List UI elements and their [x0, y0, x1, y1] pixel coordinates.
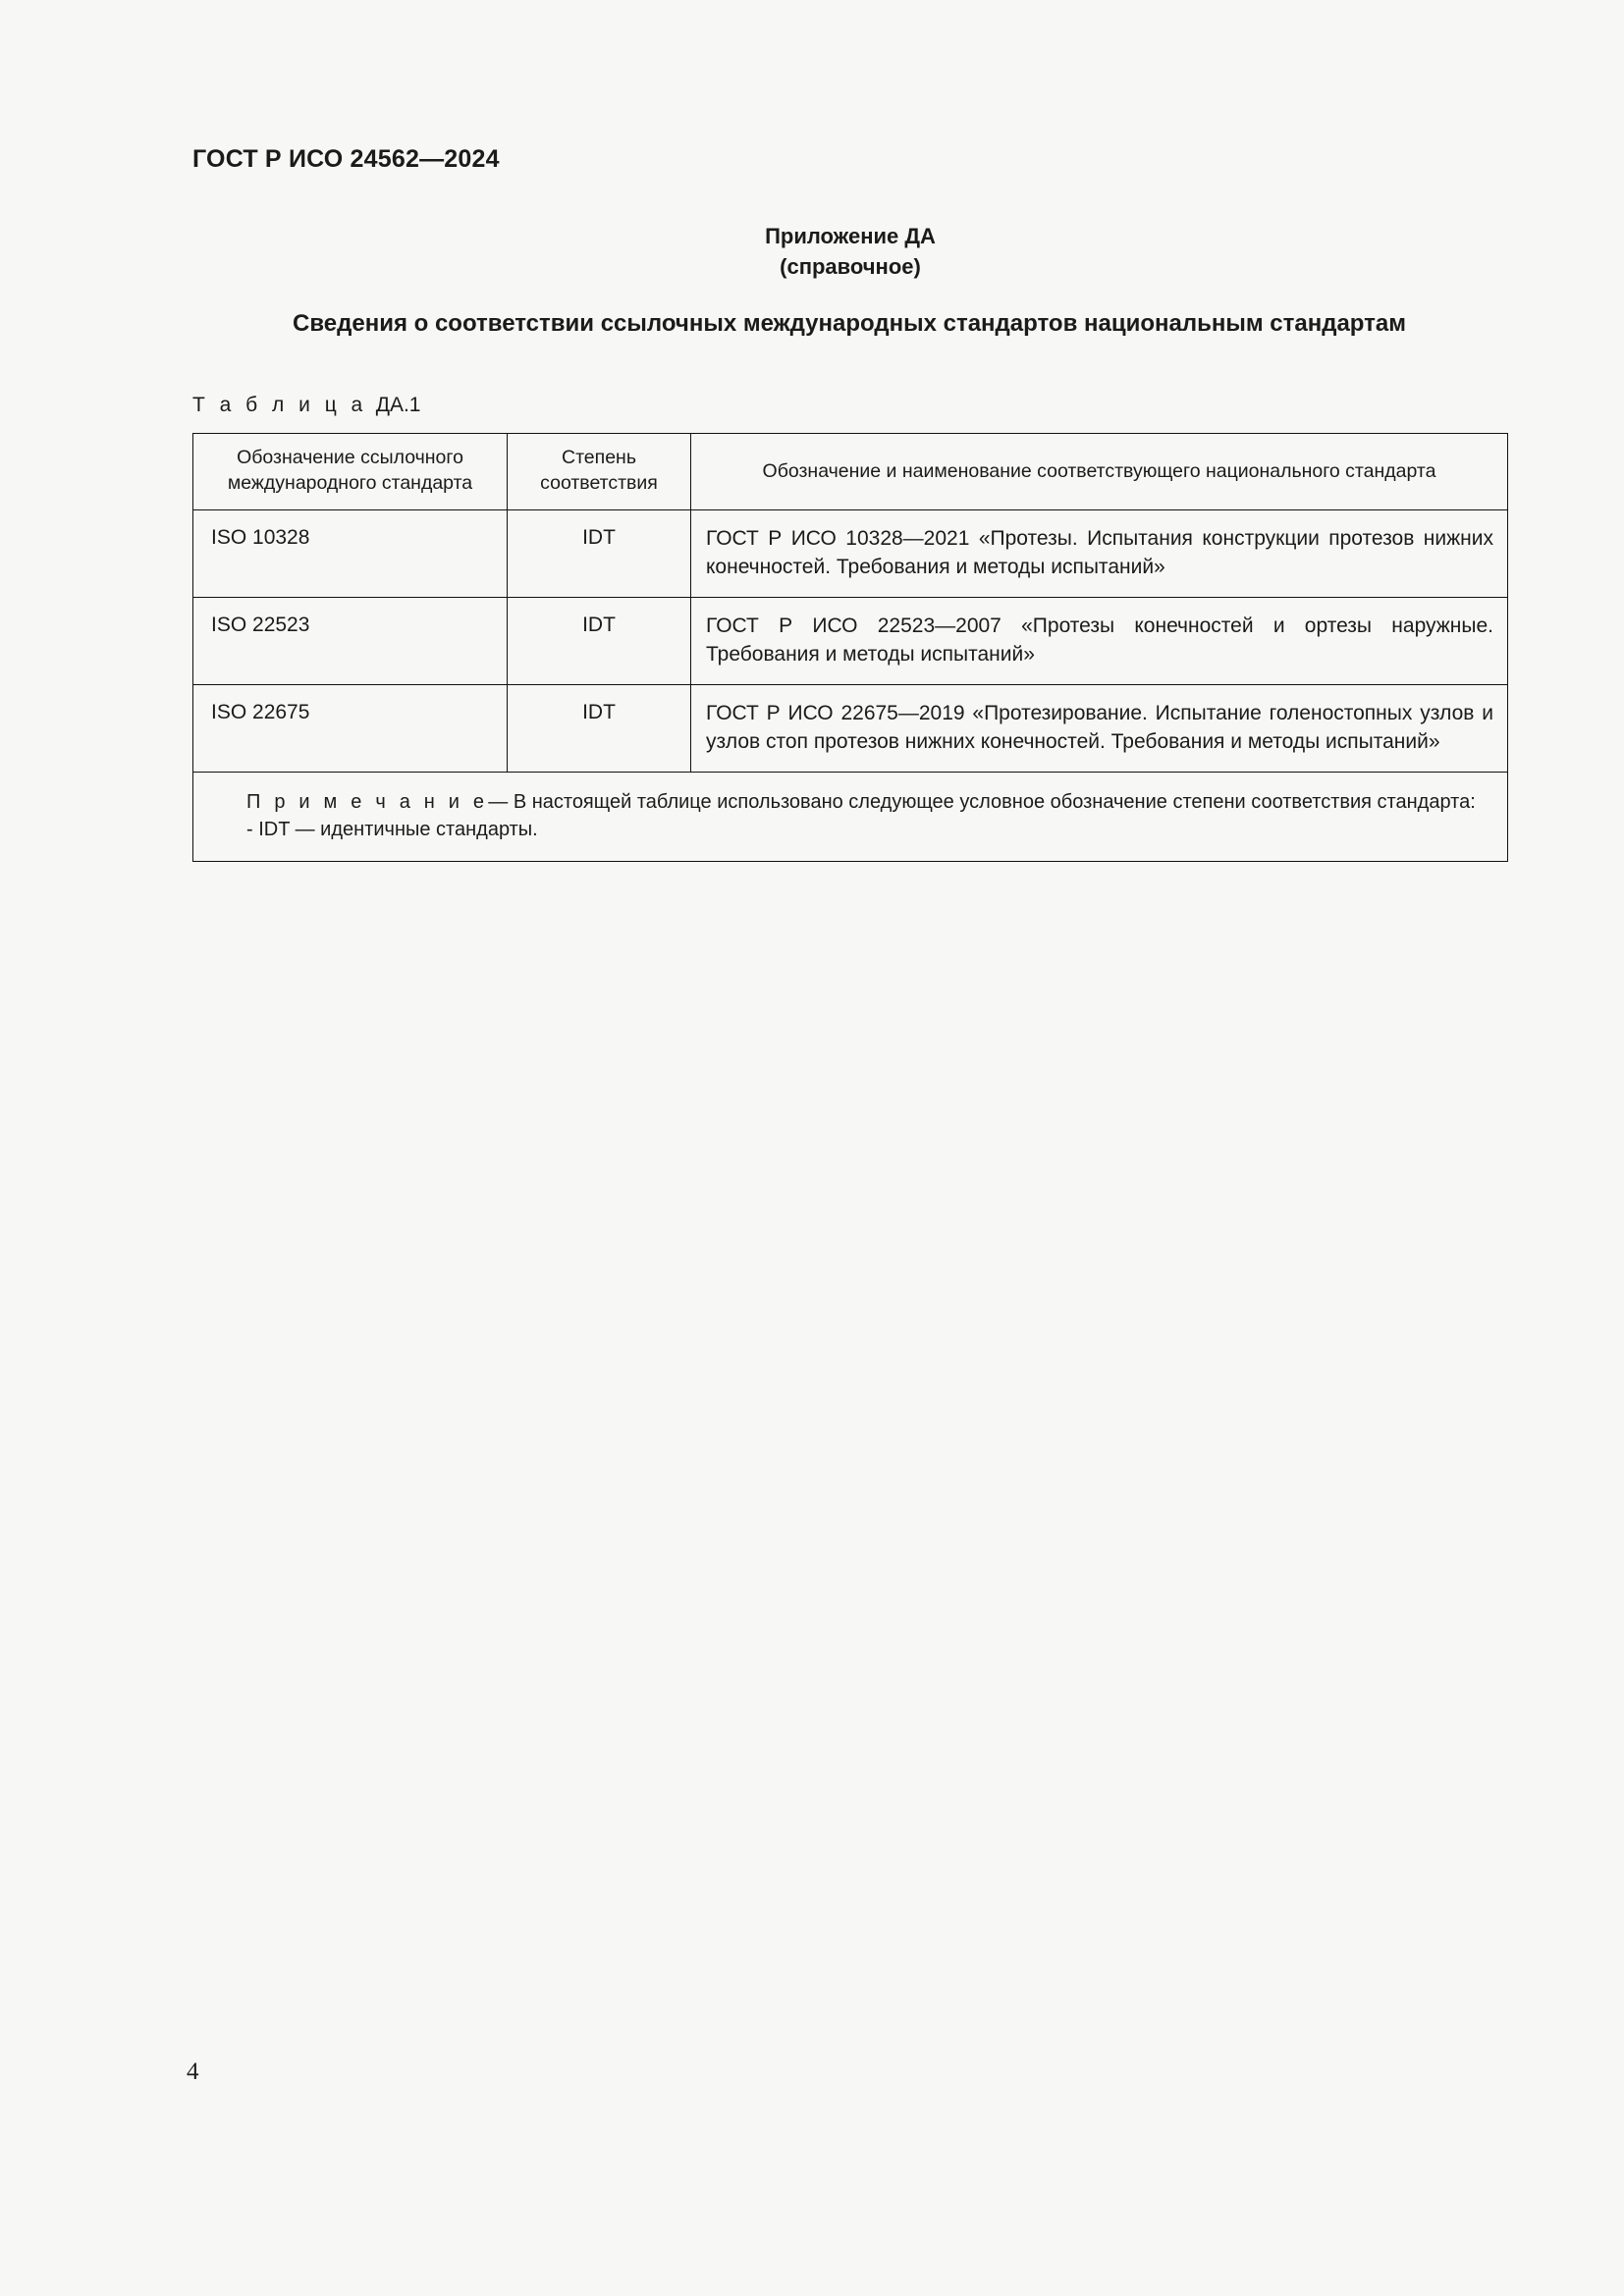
table-header-row	[193, 434, 1508, 510]
cell-degree: IDT	[508, 510, 691, 598]
cell-national: ГОСТ Р ИСО 22675—2019 «Протезирование. Испытание голеностопных узлов и узлов стоп протезов нижних конечностей. Требования и методы испытаний»	[691, 685, 1508, 773]
column-header-national: Обозначение и наименование соответствующего национального стандарта	[691, 434, 1508, 510]
cell-degree: IDT	[508, 598, 691, 685]
table-caption-number: ДА.1	[375, 394, 421, 416]
note-text: В настоящей таблице использовано следующее условное обозначение степени соответствия стандарта:	[513, 791, 1476, 813]
column-header-degree: Степень соответствия	[508, 434, 691, 510]
cell-degree: IDT	[508, 685, 691, 773]
table-note-paragraph	[211, 788, 1489, 816]
annex-heading-block	[192, 221, 1508, 282]
table-caption	[192, 394, 420, 417]
cell-national: ГОСТ Р ИСО 22523—2007 «Протезы конечностей и ортезы наружные. Требования и методы испытаний»	[691, 598, 1508, 685]
running-header: ГОСТ Р ИСО 24562—2024	[192, 145, 500, 173]
table-note-row	[193, 773, 1508, 862]
reference-standards-table	[192, 433, 1508, 862]
page-title: Сведения о соответствии ссылочных международных стандартов национальным стандартам	[293, 310, 1406, 337]
note-dash: —	[488, 791, 509, 813]
table-row	[193, 510, 1508, 598]
cell-national: ГОСТ Р ИСО 10328—2021 «Протезы. Испытания конструкции протезов нижних конечностей. Требования и методы испытаний»	[691, 510, 1508, 598]
cell-reference: ISO 22523	[193, 598, 508, 685]
table-note-item: - IDT — идентичные стандарты.	[246, 819, 538, 840]
page-number: 4	[187, 2058, 199, 2085]
cell-reference: ISO 22675	[193, 685, 508, 773]
note-label: П р и м е ч а н и е	[246, 791, 489, 813]
table-note	[193, 773, 1508, 862]
column-header-reference: Обозначение ссылочного международного стандарта	[193, 434, 508, 510]
table-caption-word: Т а б л и ц а	[192, 394, 367, 416]
annex-label: Приложение ДА	[765, 224, 936, 248]
cell-reference: ISO 10328	[193, 510, 508, 598]
table-row	[193, 598, 1508, 685]
table-row	[193, 685, 1508, 773]
annex-kind: (справочное)	[780, 254, 921, 279]
